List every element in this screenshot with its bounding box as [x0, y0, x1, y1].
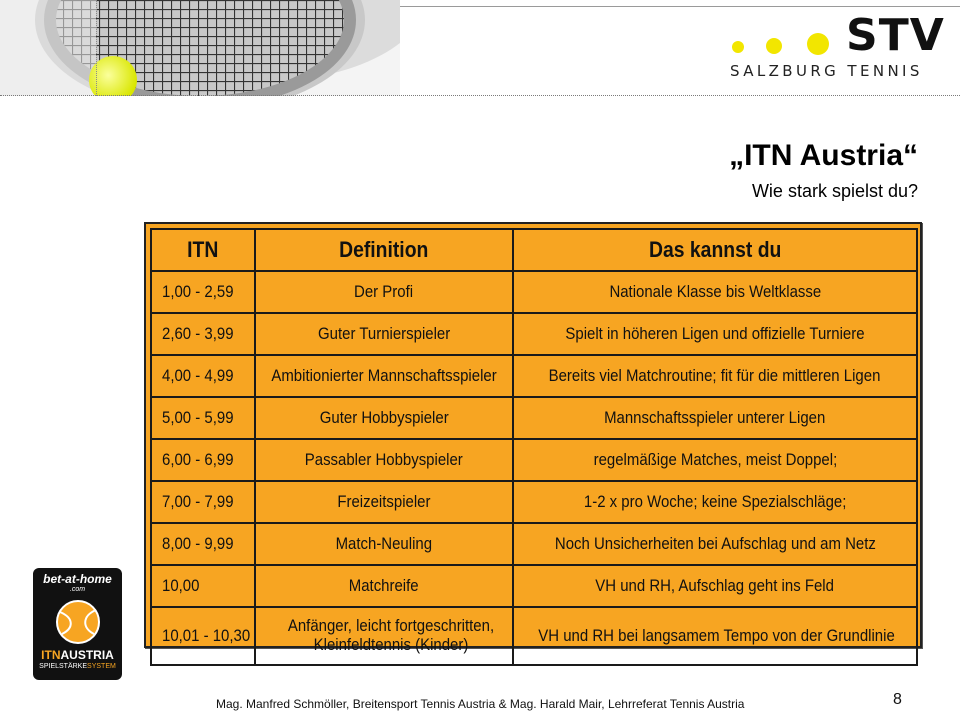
cell-definition: Anfänger, leicht fortgeschritten, Kleinfeldtennis (Kinder) [255, 607, 513, 665]
slide-subtitle: Wie stark spielst du? [751, 181, 918, 201]
header-dotted-divider [0, 95, 960, 96]
cell-itn: 6,00 - 6,99 [151, 439, 255, 481]
cell-itn: 10,00 [151, 565, 255, 607]
badge-spielstaerkesystem: SPIELSTÄRKESYSTEM [39, 663, 116, 670]
slide-title: „ITN Austria“ [729, 139, 918, 172]
table-header-row [151, 229, 917, 271]
badge-brand-domain: .com [69, 586, 86, 593]
cell-description: Noch Unsicherheiten bei Aufschlag und am Netz [513, 523, 917, 565]
logo-dot-small [732, 41, 744, 53]
cell-definition: Der Profi [255, 271, 513, 313]
cell-description: regelmäßige Matches, meist Doppel; [513, 439, 917, 481]
logo-name: STV [846, 10, 945, 61]
header-itn: ITN [151, 229, 255, 271]
cell-itn: 2,60 - 3,99 [151, 313, 255, 355]
table-row [151, 313, 917, 355]
cell-definition: Passabler Hobbyspieler [255, 439, 513, 481]
logo-dot-large [807, 33, 829, 55]
table-row [151, 439, 917, 481]
badge-brand: bet-at-home [43, 572, 112, 586]
cell-itn: 5,00 - 5,99 [151, 397, 255, 439]
header-das-kannst-du: Das kannst du [513, 229, 917, 271]
tennis-ball-icon [54, 598, 102, 646]
cell-definition: Match-Neuling [255, 523, 513, 565]
itn-table-frame [144, 222, 922, 654]
cell-itn: 8,00 - 9,99 [151, 523, 255, 565]
table-row [151, 481, 917, 523]
table-row [151, 565, 917, 607]
cell-itn: 7,00 - 7,99 [151, 481, 255, 523]
tennis-racket-image [0, 0, 400, 96]
cell-definition: Guter Hobbyspieler [255, 397, 513, 439]
cell-description: Mannschaftsspieler unterer Ligen [513, 397, 917, 439]
cell-definition: Guter Turnierspieler [255, 313, 513, 355]
header-definition: Definition [255, 229, 513, 271]
cell-itn: 1,00 - 2,59 [151, 271, 255, 313]
itn-austria-badge [33, 568, 122, 680]
table-row [151, 355, 917, 397]
table-row [151, 607, 917, 665]
stv-logo [728, 10, 953, 82]
cell-description: 1-2 x pro Woche; keine Spezialschläge; [513, 481, 917, 523]
table-row [151, 397, 917, 439]
cell-itn: 10,01 - 10,30 [151, 607, 255, 665]
logo-dot-medium [766, 38, 782, 54]
cell-definition: Freizeitspieler [255, 481, 513, 523]
badge-itn-austria: ITNAUSTRIA [41, 648, 114, 662]
table-row [151, 271, 917, 313]
footer-credit: Mag. Manfred Schmöller, Breitensport Tennis Austria & Mag. Harald Mair, Lehrreferat Tennis Austria [216, 697, 745, 711]
page-number: 8 [893, 691, 902, 708]
cell-description: Bereits viel Matchroutine; fit für die mittleren Ligen [513, 355, 917, 397]
itn-table [150, 228, 918, 666]
header-vertical-divider [96, 0, 97, 96]
cell-description: Nationale Klasse bis Weltklasse [513, 271, 917, 313]
cell-definition: Ambitionierter Mannschaftsspieler [255, 355, 513, 397]
cell-itn: 4,00 - 4,99 [151, 355, 255, 397]
table-row [151, 523, 917, 565]
cell-description: VH und RH bei langsamem Tempo von der Grundlinie [513, 607, 917, 665]
cell-definition: Matchreife [255, 565, 513, 607]
cell-description: VH und RH, Aufschlag geht ins Feld [513, 565, 917, 607]
cell-description: Spielt in höheren Ligen und offizielle Turniere [513, 313, 917, 355]
logo-dots [728, 29, 838, 59]
logo-subtitle: SALZBURG TENNIS [730, 62, 923, 80]
